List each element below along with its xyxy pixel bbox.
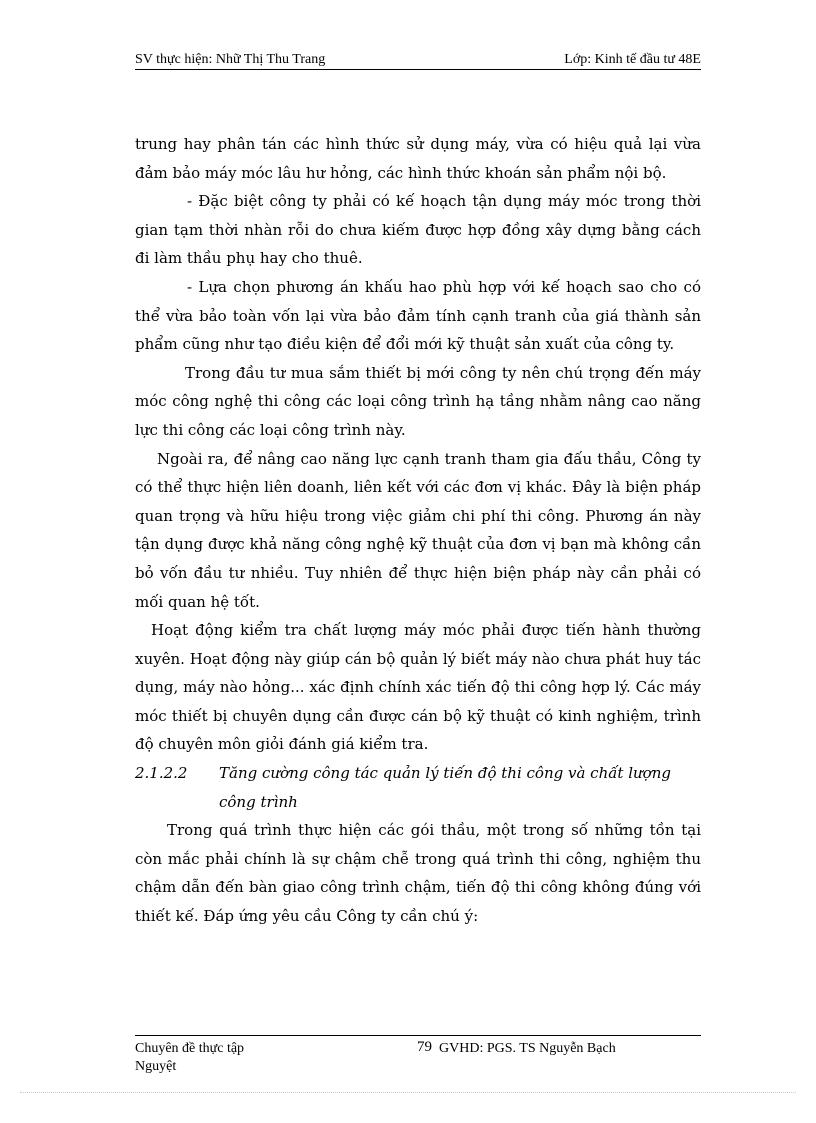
section-title: Tăng cường công tác quản lý tiến độ thi công và chất lượng công trình <box>219 764 671 811</box>
paragraph: Trong quá trình thực hiện các gói thầu, một trong số những tồn tại còn mắc phải chính là sự chậm chễ trong quá trình thi công, nghiệm thu chậm dẫn đến bàn giao công trình chậm, tiến độ thi công không đúng với thiết kế. Đáp ứng yêu cầu Công ty cần chú ý: <box>135 821 701 926</box>
footer-rule <box>135 1035 701 1036</box>
header-class: Lớp: Kinh tế đầu tư 48E <box>564 52 701 67</box>
section-number: 2.1.2.2 <box>135 764 188 783</box>
paragraph: - Đặc biệt công ty phải có kế hoạch tận dụng máy móc trong thời gian tạm thời nhàn rỗi do chưa kiếm được hợp đồng xây dựng bằng cách đi làm thầu phụ hay cho thuê. <box>135 192 701 268</box>
page-header <box>135 52 701 68</box>
page-number: 79 <box>417 1039 432 1055</box>
paragraph: trung hay phân tán các hình thức sử dụng máy, vừa có hiệu quả lại vừa đảm bảo máy móc lâu hư hỏng, các hình thức khoán sản phẩm nội bộ. <box>135 135 701 182</box>
footer-left <box>135 1040 315 1076</box>
document-body <box>135 130 701 931</box>
header-student: SV thực hiện: Nhữ Thị Thu Trang <box>135 52 326 67</box>
paragraph: - Lựa chọn phương án khấu hao phù hợp với kế hoạch sao cho có thể vừa bảo toàn vốn lại vừa bảo đảm tính cạnh tranh của giá thành sản phẩm cũng như tạo điều kiện để đổi mới kỹ thuật sản xuất của công ty. <box>135 277 701 354</box>
footer-topic: Chuyên đề thực tập <box>135 1041 245 1056</box>
paragraph: Hoạt động kiểm tra chất lượng máy móc phải được tiến hành thường xuyên. Hoạt động này giúp cán bộ quản lý biết máy nào chưa phát huy tác dụng, máy nào hỏng... xác định chính xác tiến độ thi công hợp lý. Các máy móc thiết bị chuyên dụng cần được cán bộ kỹ thuật có kinh nghiệm, trình độ chuyên môn giỏi đánh giá kiểm tra. <box>135 621 701 754</box>
footer-advisor: GVHD: PGS. TS Nguyễn Bạch <box>439 1041 616 1056</box>
header-rule <box>135 69 701 70</box>
paragraph: Ngoài ra, để nâng cao năng lực cạnh tranh tham gia đấu thầu, Công ty có thể thực hiện liên doanh, liên kết với các đơn vị khác. Đây là biện pháp quan trọng và hữu hiệu trong việc giảm chi phí thi công. Phương án này tận dụng được khả năng công nghệ kỹ thuật của đơn vị bạn mà không cần bỏ vốn đầu tư nhiều. Tuy nhiên để thực hiện biện pháp này cần phải có mối quan hệ tốt. <box>135 449 701 611</box>
section-heading <box>135 759 701 816</box>
paragraph: Trong đầu tư mua sắm thiết bị mới công ty nên chú trọng đến máy móc công nghệ thi công các loại công trình hạ tầng nhằm nâng cao năng lực thi công các loại công trình này. <box>135 363 701 439</box>
page-edge <box>20 1092 796 1093</box>
footer-continued: Nguyệt <box>135 1059 177 1074</box>
